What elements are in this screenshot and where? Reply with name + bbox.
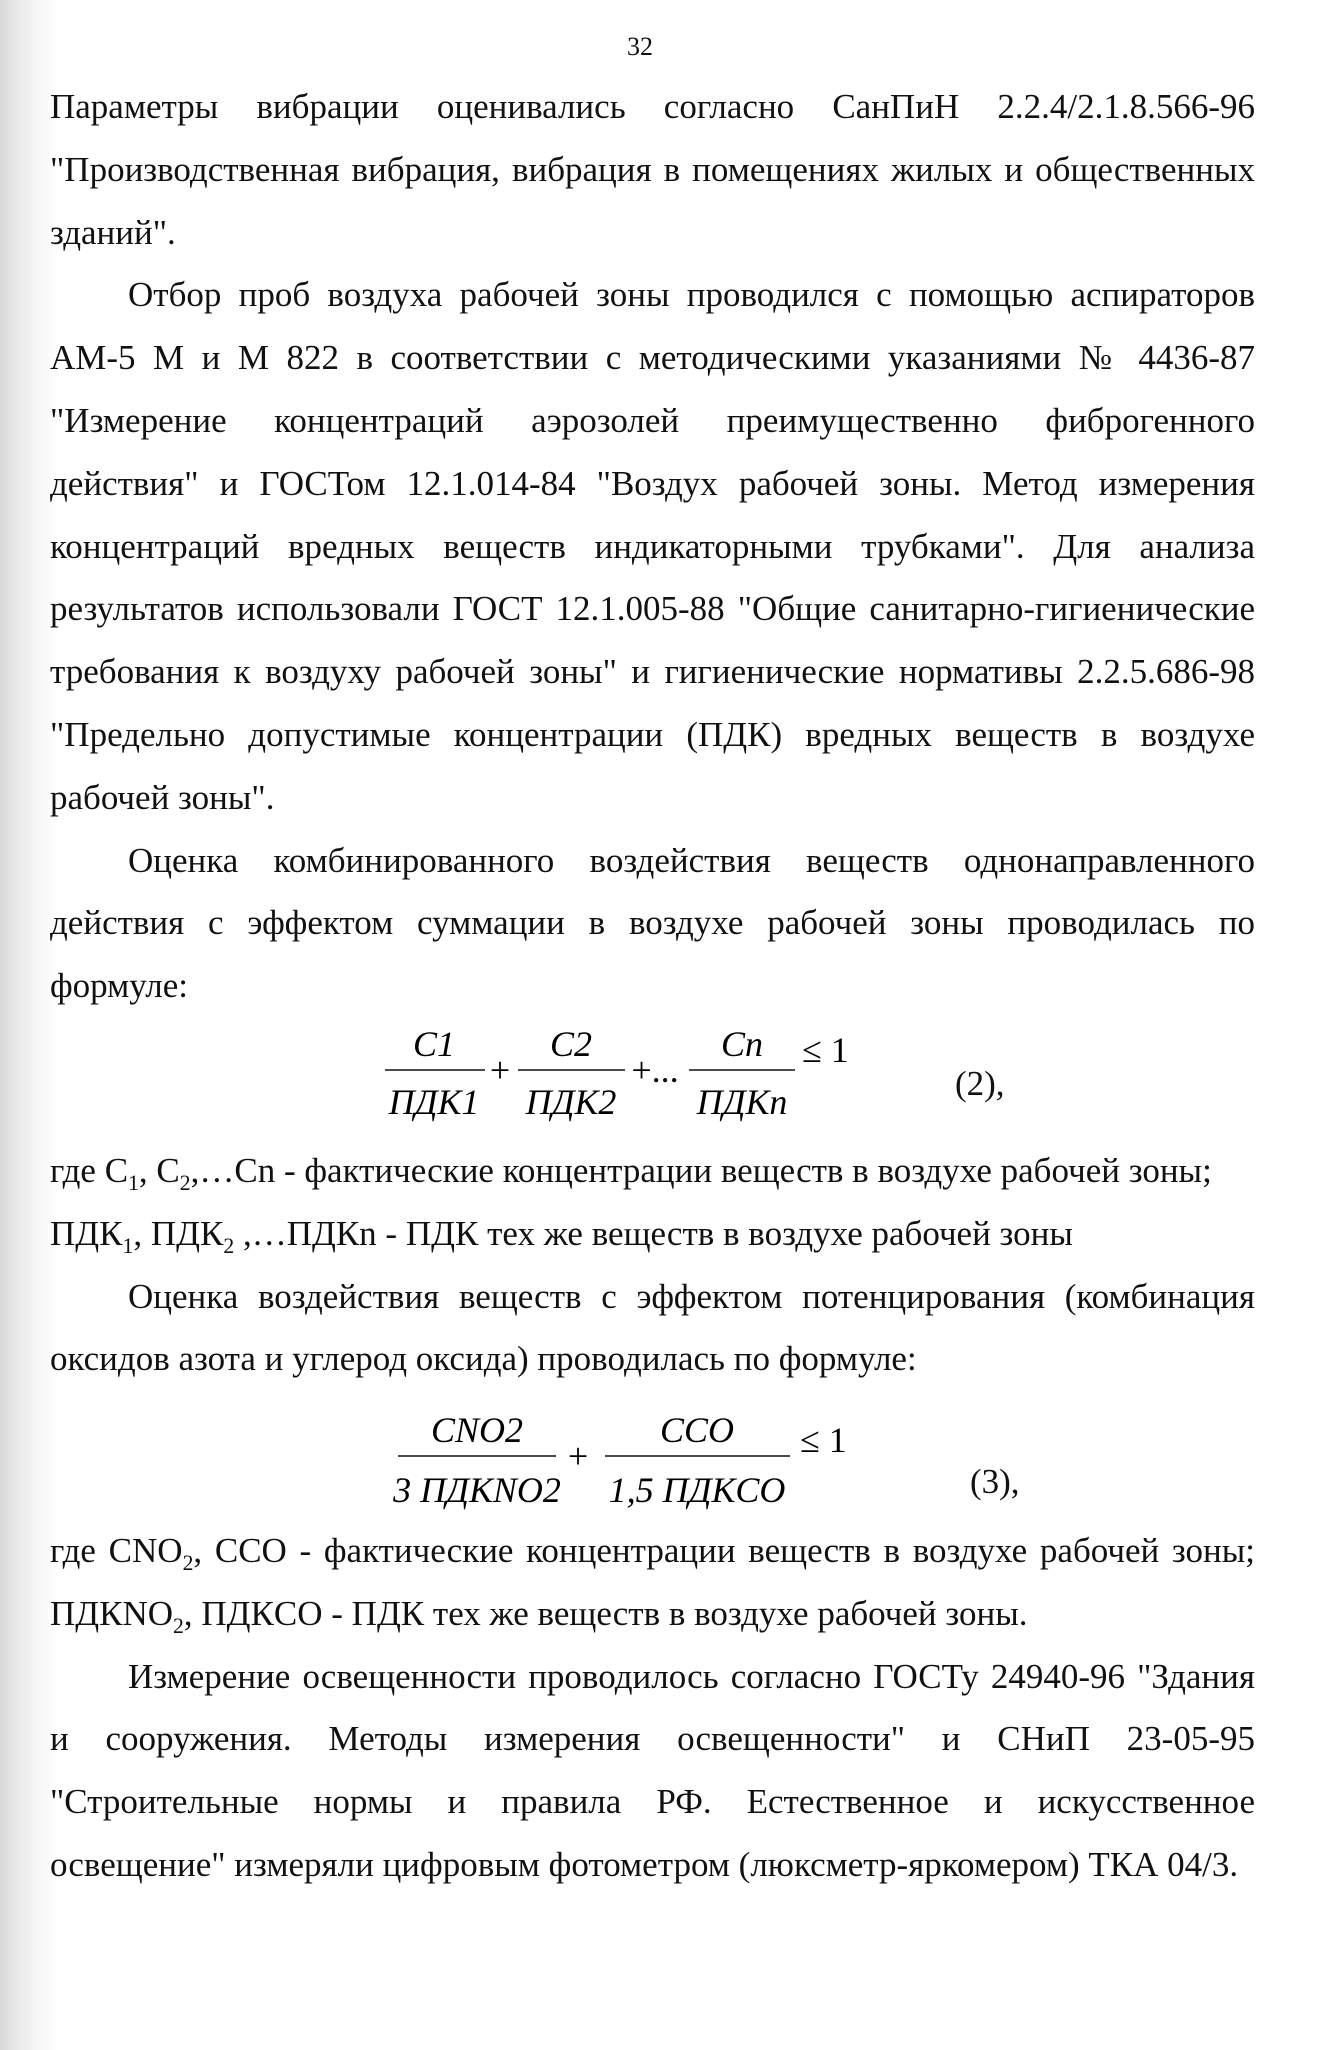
f2-den1: ПДК1 — [388, 1082, 480, 1122]
formula-summation — [0, 1012, 1319, 1142]
f2-num1: C1 — [412, 1024, 456, 1064]
page-number: 32 — [627, 32, 653, 61]
f2-num2: C2 — [549, 1024, 593, 1064]
paragraph-potentiation: Оценка воздействия веществ с эффектом потенцирования (комбинация оксидов азота и углерод оксида) проводилась по формуле: — [50, 1276, 1255, 1379]
f2-plus: + — [489, 1050, 511, 1090]
definition-potentiation-vars: где $CNO_2$, CCO - фактические концентрации веществ в воздухе рабочей зоны; $ПДКNO_2$, ПДКCO - ПДК тех же веществ в воздухе рабочей зоны. — [50, 1531, 1255, 1638]
f3-den2: 1,5 ПДКCO — [608, 1470, 786, 1510]
paragraph-vibration: Параметры вибрации оценивались согласно СанПиН 2.2.4/2.1.8.566-96 "Производственная вибрация, вибрация в помещениях жилых и общественных зданий". — [50, 87, 1255, 252]
formula-potentiation — [0, 1400, 1319, 1530]
paragraph-summation: Оценка комбинированного воздействия веществ однонаправленного действия с эффектом суммации в воздухе рабочей зоны проводилась по формуле: — [50, 840, 1255, 1006]
f3-num2: CCO — [659, 1410, 735, 1450]
f2-numn: Cn — [720, 1024, 764, 1064]
f3-rhs: ≤ 1 — [800, 1420, 847, 1460]
f3-num1: CNO2 — [430, 1410, 524, 1450]
paragraph-lighting: Измерение освещенности проводилось согласно ГОСТу 24940-96 "Здания и сооружения. Методы измерения освещенности" и СНиП 23-05-95 "Строительные нормы и правила РФ. Естественное и искусственное освещение" измеряли цифровым фотометром (люксметр-яркомером) ТКА 04/3. — [50, 1656, 1255, 1884]
text-block-intro — [50, 76, 1255, 1018]
text-block-lighting — [50, 1520, 1255, 1897]
f3-den1: 3 ПДКNO2 — [393, 1470, 561, 1510]
paragraph-air-sampling: Отбор проб воздуха рабочей зоны проводился с помощью аспираторов АМ-5 М и М 822 в соответствии с методическими указаниями № 4436-87 "Измерение концентраций аэрозолей преимущественно фиброгенного действия" и ГОСТом 12.1.014-84 "Воздух рабочей зоны. Метод измерения концентраций вредных веществ индикаторными трубками". Для анализа результатов использовали ГОСТ 12.1.005-88 "Общие санитарно-гигиенические требования к воздуху рабочей зоны" и гигиенические нормативы 2.2.5.686-98 "Предельно допустимые концентрации (ПДК) вредных веществ в воздухе рабочей зоны". — [50, 275, 1255, 817]
f2-denn: ПДКn — [696, 1082, 788, 1122]
formula-2-label: (2), — [955, 1064, 1005, 1103]
f2-plus-dots: +... — [631, 1050, 679, 1090]
definition-pdk: $ПДК_1$, $ПДК_2$ ,…ПДКn - ПДК тех же веществ в воздухе рабочей зоны — [50, 1213, 1073, 1258]
f2-rhs: ≤ 1 — [802, 1030, 849, 1070]
f3-plus: + — [567, 1436, 589, 1476]
text-block-definitions — [50, 1140, 1255, 1391]
definition-concentrations: где $C_1$, $C_2,\dots Cn$ - фактические концентрации веществ в воздухе рабочей зоны; — [50, 1151, 1212, 1195]
formula-3-label: (3), — [970, 1462, 1020, 1501]
f2-den2: ПДК2 — [525, 1082, 617, 1122]
